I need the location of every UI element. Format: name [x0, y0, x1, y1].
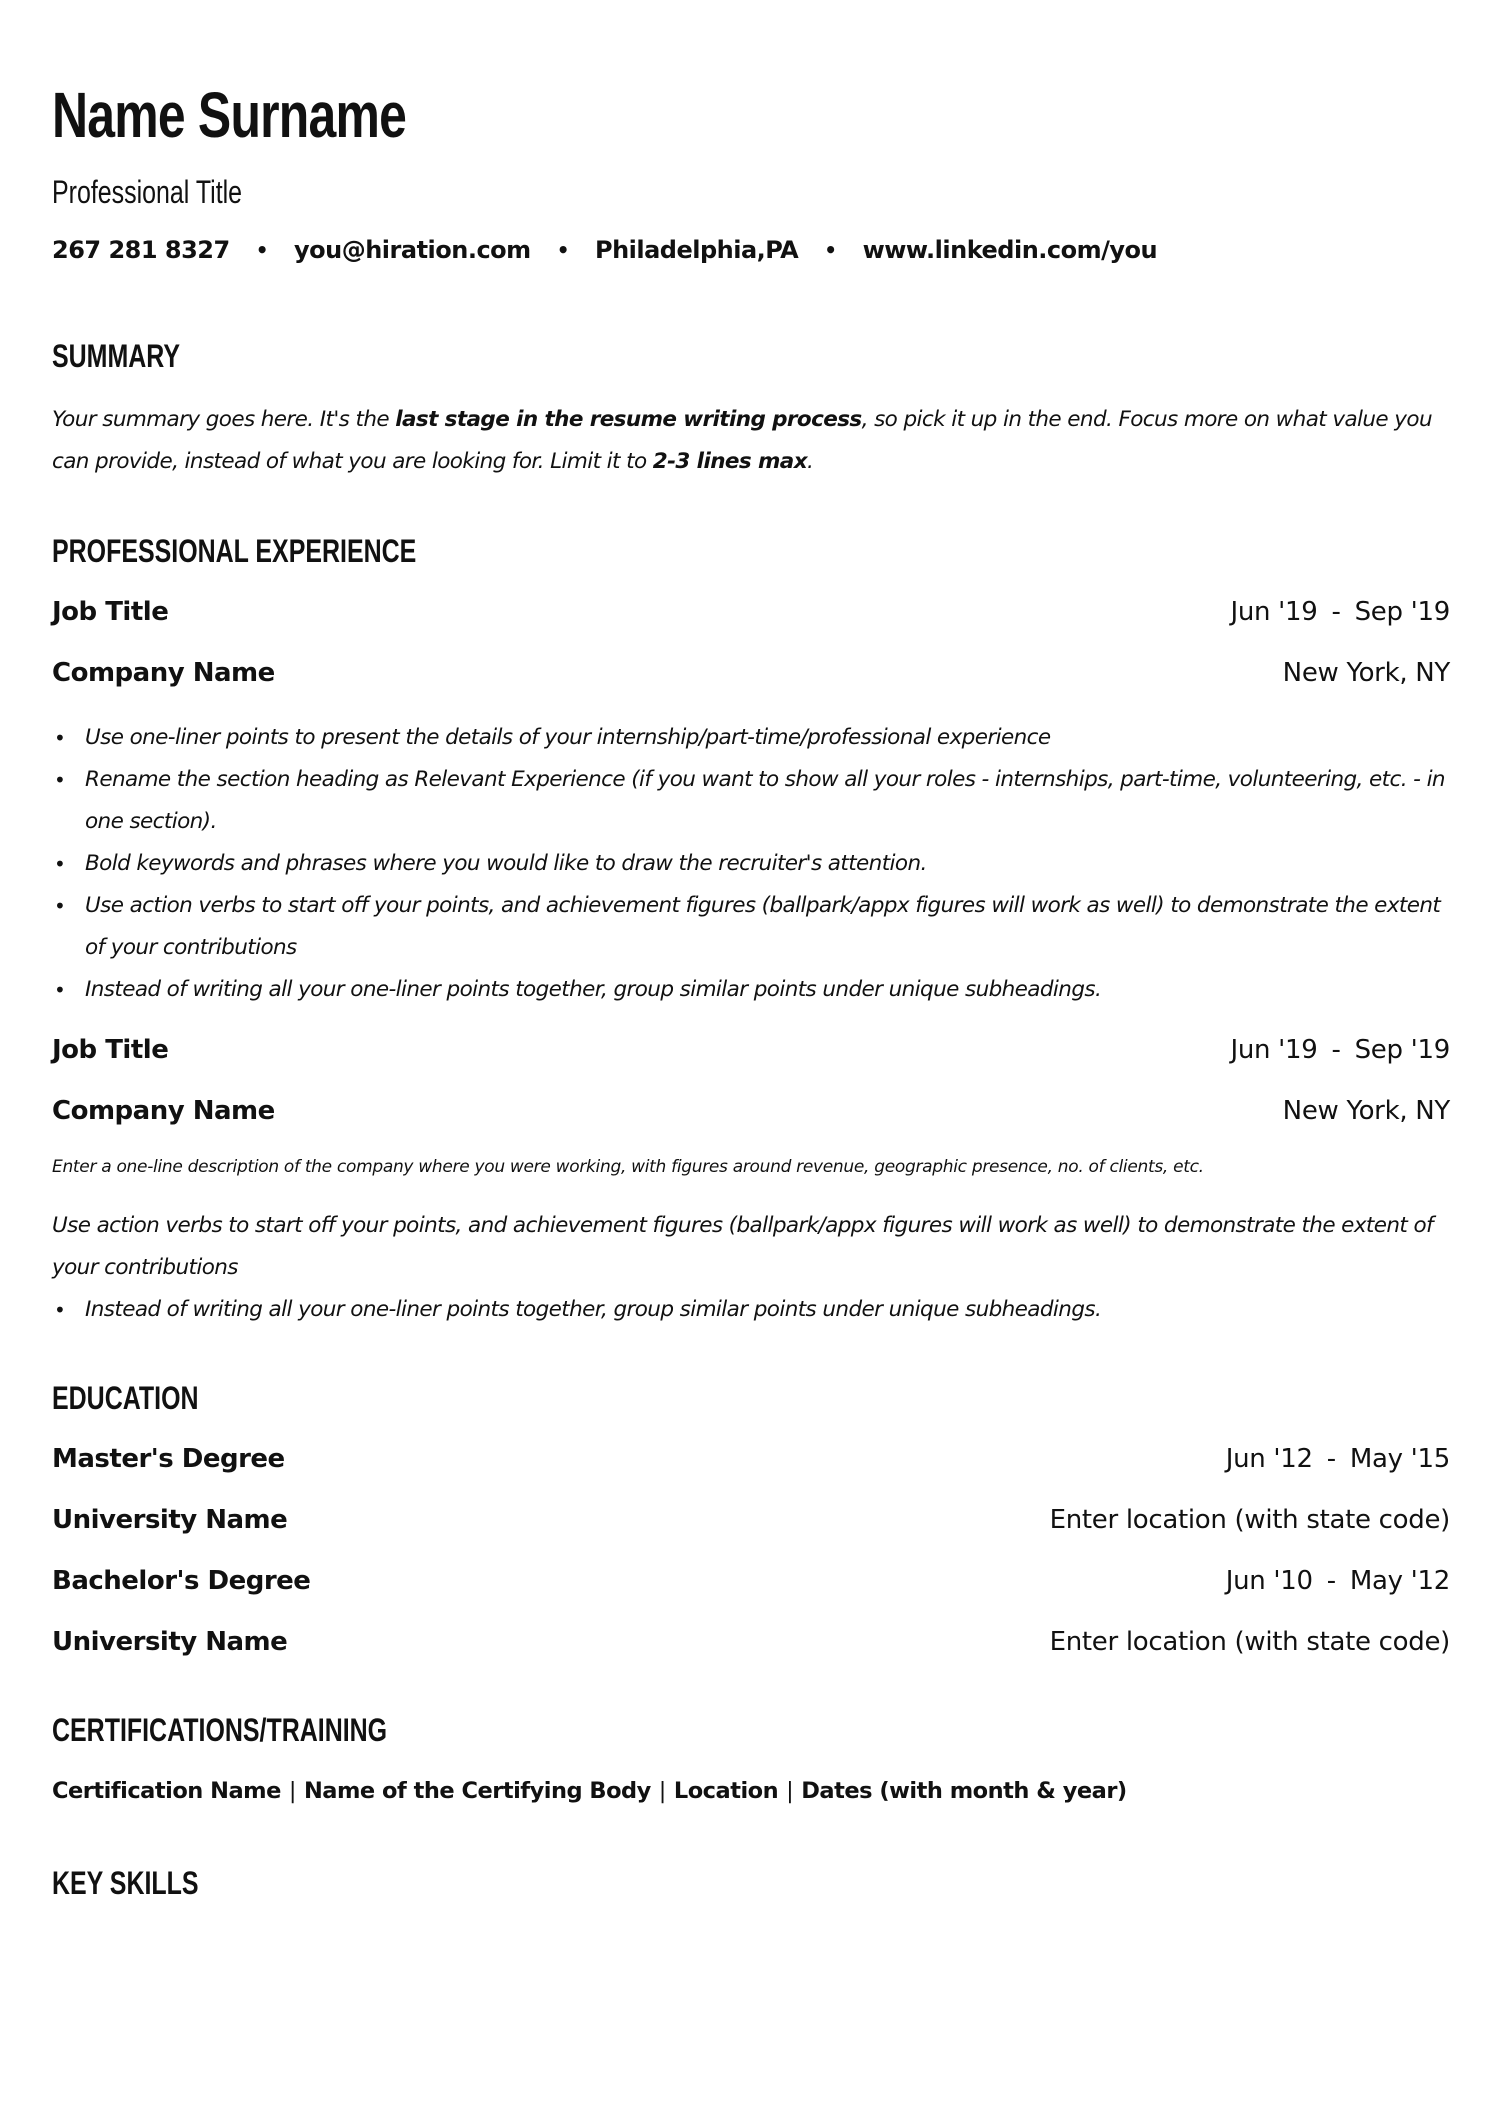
company-location: New York, NY: [1282, 658, 1450, 688]
section-heading-experience: PROFESSIONAL EXPERIENCE: [52, 533, 417, 569]
pipe-separator: |: [658, 1778, 666, 1804]
start-date: Jun '19: [1230, 1035, 1318, 1065]
contact-line: [52, 236, 1157, 264]
company-row: [52, 1096, 1450, 1126]
list-item: • Instead of writing all your one-liner points together, group similar points under unique subheadings.: [52, 969, 1462, 1011]
university-location: Enter location (with state code): [1049, 1627, 1450, 1657]
job-title: Job Title: [52, 597, 169, 627]
pipe-separator: |: [786, 1778, 794, 1804]
degree-dates: [1226, 1566, 1450, 1596]
section-heading-summary: SUMMARY: [52, 338, 181, 374]
date-dash: -: [1326, 1566, 1336, 1596]
company-name: Company Name: [52, 658, 275, 688]
section-heading-key-skills: KEY SKILLS: [52, 1865, 199, 1901]
job-paragraph: Use action verbs to start off your points, and achievement figures (ballpark/appx figures will work as well) to demonstrate the extent of your contributions: [52, 1213, 1434, 1280]
degree-row: [52, 1444, 1450, 1474]
job-title: Job Title: [52, 1035, 169, 1065]
location: Philadelphia,PA: [594, 236, 799, 264]
certifying-body: Name of the Certifying Body: [303, 1778, 651, 1804]
date-dash: -: [1326, 1444, 1336, 1474]
company-location: New York, NY: [1282, 1096, 1450, 1126]
degree-name: Bachelor's Degree: [52, 1566, 311, 1596]
separator-dot-icon: •: [255, 238, 268, 262]
end-date: May '12: [1349, 1566, 1450, 1596]
list-item: • Bold keywords and phrases where you would like to draw the recruiter's attention.: [52, 843, 1462, 885]
certification-line: [52, 1778, 1127, 1804]
email-address[interactable]: you@hiration.com: [294, 236, 531, 264]
university-name: University Name: [52, 1627, 288, 1657]
degree-row: [52, 1566, 1450, 1596]
end-date: Sep '19: [1354, 1035, 1450, 1065]
job-title-row: [52, 597, 1450, 627]
linkedin-url[interactable]: www.linkedin.com/you: [862, 236, 1158, 264]
summary-text-part: .: [806, 449, 814, 474]
university-row: [52, 1505, 1450, 1535]
job-bullet-list: [52, 717, 1462, 1011]
start-date: Jun '12: [1225, 1444, 1313, 1474]
summary-text-part: Your summary goes here. It's the: [52, 407, 396, 432]
summary-text: [52, 399, 1450, 483]
pipe-separator: |: [288, 1778, 296, 1804]
university-row: [52, 1627, 1450, 1657]
separator-dot-icon: •: [556, 238, 569, 262]
degree-dates: [1226, 1444, 1450, 1474]
candidate-name: Name Surname: [52, 79, 407, 151]
date-dash: -: [1331, 597, 1341, 627]
job-title-row: [52, 1035, 1450, 1065]
degree-name: Master's Degree: [52, 1444, 285, 1474]
section-heading-education: EDUCATION: [52, 1380, 199, 1416]
certification-location: Location: [673, 1778, 779, 1804]
job-bullet-list: [52, 1289, 1462, 1331]
certification-dates: Dates (with month & year): [801, 1778, 1127, 1804]
list-item: • Use action verbs to start off your points, and achievement figures (ballpark/appx figures will work as well) to demonstrate the extent of your contributions: [52, 885, 1462, 969]
university-name: University Name: [52, 1505, 288, 1535]
section-heading-certifications: CERTIFICATIONS/TRAINING: [52, 1712, 388, 1748]
professional-title: Professional Title: [52, 174, 243, 210]
company-row: [52, 658, 1450, 688]
phone-number: 267 281 8327: [52, 236, 230, 264]
summary-bold-phrase: 2-3 lines max: [652, 449, 807, 474]
summary-text-part: , so pick it up in the end. Focus more on what value you can provide, instead of what you are looking for. Limit it to: [52, 407, 1432, 474]
job-dates: [1230, 597, 1450, 627]
company-description: Enter a one-line description of the company where you were working, with figures around revenue, geographic presence, no. of clients, etc.: [52, 1157, 1204, 1177]
list-item: • Use one-liner points to present the details of your internship/part-time/professional experience: [52, 717, 1462, 759]
date-dash: -: [1331, 1035, 1341, 1065]
company-name: Company Name: [52, 1096, 275, 1126]
list-item: • Instead of writing all your one-liner points together, group similar points under unique subheadings.: [52, 1289, 1462, 1331]
end-date: Sep '19: [1354, 597, 1450, 627]
separator-dot-icon: •: [824, 238, 837, 262]
end-date: May '15: [1349, 1444, 1450, 1474]
summary-bold-phrase: last stage in the resume writing process: [395, 407, 862, 432]
job-dates: [1230, 1035, 1450, 1065]
start-date: Jun '19: [1230, 597, 1318, 627]
list-item: • Rename the section heading as Relevant Experience (if you want to show all your roles - internships, part-time, volunteering, etc. - in one section).: [52, 759, 1462, 843]
start-date: Jun '10: [1225, 1566, 1313, 1596]
certification-name: Certification Name: [52, 1778, 281, 1804]
university-location: Enter location (with state code): [1049, 1505, 1450, 1535]
